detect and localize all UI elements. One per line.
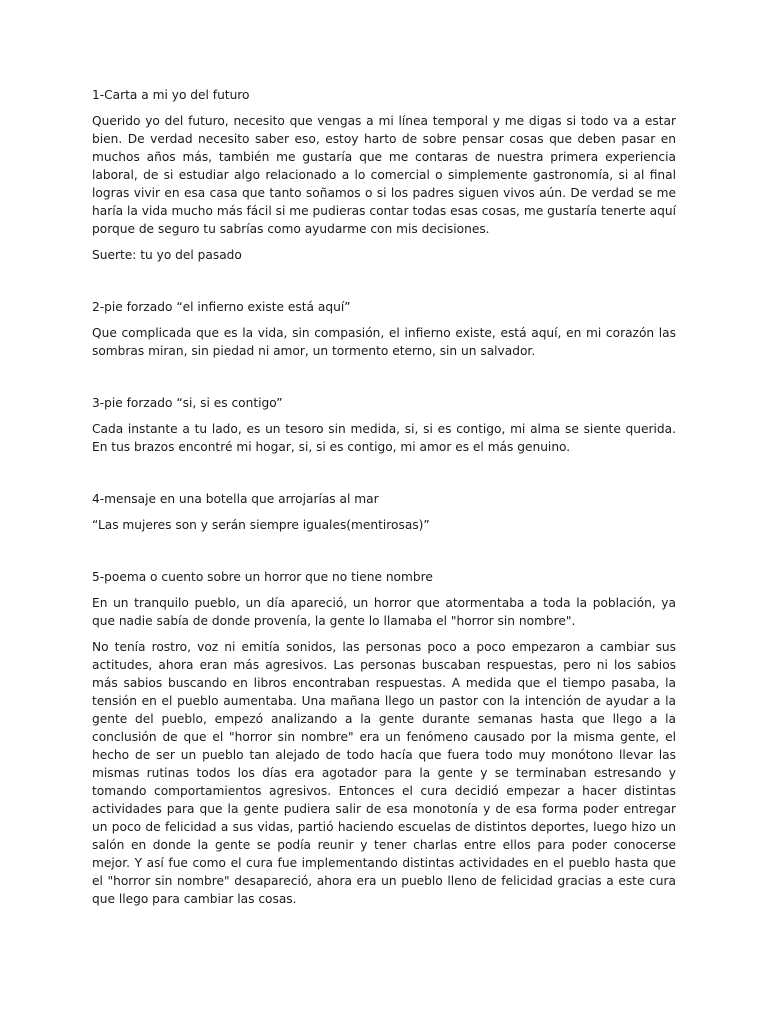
section-spacer bbox=[92, 272, 676, 298]
section-spacer bbox=[92, 464, 676, 490]
section-signature: Suerte: tu yo del pasado bbox=[92, 248, 242, 262]
section-paragraph: En un tranquilo pueblo, un día apareció, un horror que atormentaba a toda la población, ya que nadie sabía de donde provenía, la gente lo llamaba el "horror sin nombre". bbox=[92, 596, 676, 628]
section-paragraph: Querido yo del futuro, necesito que vengas a mi línea temporal y me digas si todo va a estar bien. De verdad necesito saber eso, estoy harto de sobre pensar cosas que deben pasar en muchos años más, también me gustaría que me contaras de nuestra primera experiencia laboral, de si estudiar algo relacionado a lo comercial o simplemente gastronomía, si al final logras vivir en esa casa que tanto soñamos o si los padres siguen vivos aún. De verdad se me haría la vida mucho más fácil si me pudieras contar todas esas cosas, me gustaría tenerte aquí porque de seguro tu sabrías como ayudarme con mis decisiones. bbox=[92, 114, 676, 236]
section-mensaje-botella bbox=[92, 490, 676, 534]
section-pie-forzado-infierno bbox=[92, 298, 676, 360]
section-heading: 2-pie forzado “el infierno existe está aquí” bbox=[92, 300, 351, 314]
section-heading: 4-mensaje en una botella que arrojarías al mar bbox=[92, 492, 379, 506]
section-carta-futuro bbox=[92, 86, 676, 264]
section-paragraph: Cada instante a tu lado, es un tesoro sin medida, si, si es contigo, mi alma se siente querida. En tus brazos encontré mi hogar, si, si es contigo, mi amor es el más genuino. bbox=[92, 422, 676, 454]
section-heading: 1-Carta a mi yo del futuro bbox=[92, 88, 250, 102]
section-paragraph: “Las mujeres son y serán siempre iguales(mentirosas)” bbox=[92, 518, 430, 532]
section-paragraph: No tenía rostro, voz ni emitía sonidos, las personas poco a poco empezaron a cambiar sus actitudes, ahora eran más agresivos. Las personas buscaban respuestas, pero ni los sabios más sabios buscando en libros encontraban respuestas. A medida que el tiempo pasaba, la tensión en el pueblo aumentaba. Una mañana llego un pastor con la intención de ayudar a la gente del pueblo, empezó analizando a la gente durante semanas hasta que llego a la conclusión de que el "horror sin nombre" era un fenómeno causado por la misma gente, el hecho de ser un pueblo tan alejado de todo hacía que fuera todo muy monótono llevar las mismas rutinas todos los días era agotador para la gente y se terminaban estresando y tomando comportamientos agresivos. Entonces el cura decidió empezar a hacer distintas actividades para que la gente pudiera salir de esa monotonía y de esa forma poder entregar un poco de felicidad a sus vidas, partió haciendo escuelas de distintos deportes, luego hizo un salón en donde la gente se podía reunir y tener charlas entre ellos para poder conocerse mejor. Y así fue como el cura fue implementando distintas actividades en el pueblo hasta que el "horror sin nombre" desapareció, ahora era un pueblo lleno de felicidad gracias a este cura que llego para cambiar las cosas. bbox=[92, 640, 676, 906]
section-heading: 5-poema o cuento sobre un horror que no tiene nombre bbox=[92, 570, 433, 584]
section-pie-forzado-contigo bbox=[92, 394, 676, 456]
section-horror-sin-nombre bbox=[92, 568, 676, 908]
section-spacer bbox=[92, 542, 676, 568]
section-heading: 3-pie forzado “si, si es contigo” bbox=[92, 396, 283, 410]
section-spacer bbox=[92, 368, 676, 394]
section-paragraph: Que complicada que es la vida, sin compasión, el infierno existe, está aquí, en mi corazón las sombras miran, sin piedad ni amor, un tormento eterno, sin un salvador. bbox=[92, 326, 676, 358]
